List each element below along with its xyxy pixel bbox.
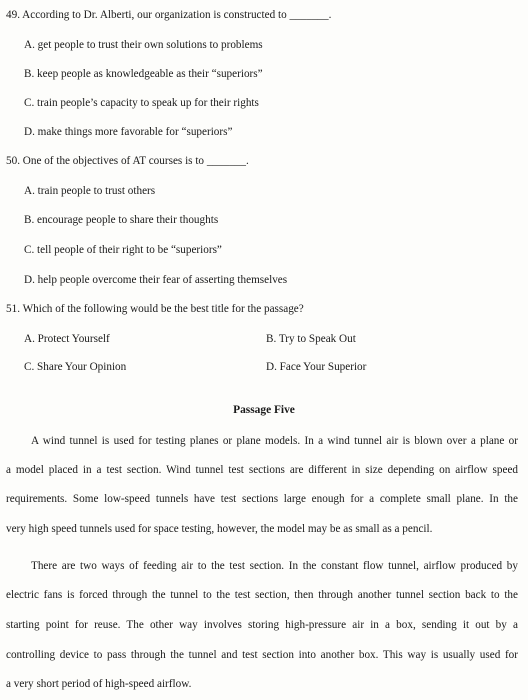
question-51-stem: 51. Which of the following would be the best title for the passage? — [6, 303, 304, 315]
question-49-option-d: D. make things more favorable for “superiors” — [24, 126, 233, 138]
passage-paragraph-1-line-1: A wind tunnel is used for testing planes or plane models. In a wind tunnel air is blown over a plane or — [31, 435, 518, 447]
question-50-option-c: C. tell people of their right to be “superiors” — [24, 244, 222, 256]
passage-paragraph-2-line-4: controlling device to pass through the tunnel and test section into another box. This way is usually used for — [6, 649, 518, 661]
question-49-stem: 49. According to Dr. Alberti, our organization is constructed to _______. — [6, 9, 332, 21]
passage-paragraph-1-line-3: requirements. Some low-speed tunnels have test sections large enough for a complete small plane. In the — [6, 493, 518, 505]
question-50-option-d: D. help people overcome their fear of asserting themselves — [24, 274, 288, 286]
passage-paragraph-1-line-4: very high speed tunnels used for space testing, however, the model may be as small as a pencil. — [6, 523, 433, 535]
question-50-option-a: A. train people to trust others — [24, 185, 156, 197]
passage-paragraph-2-line-5: a very short period of high-speed airflow. — [6, 678, 192, 690]
question-51-option-d: D. Face Your Superior — [266, 361, 367, 373]
passage-paragraph-1-line-2: a model placed in a test section. Wind tunnel test sections are different in size depending on airflow speed — [6, 464, 518, 476]
question-50-option-b: B. encourage people to share their thoughts — [24, 214, 219, 226]
passage-paragraph-2-line-1: There are two ways of feeding air to the test section. In the constant flow tunnel, airflow produced by — [31, 560, 518, 572]
question-50-stem: 50. One of the objectives of AT courses is to _______. — [6, 155, 249, 167]
question-49-option-c: C. train people’s capacity to speak up for their rights — [24, 97, 259, 109]
question-51-option-b: B. Try to Speak Out — [266, 333, 356, 345]
passage-paragraph-2-line-3: starting point for reuse. The other way involves storing high-pressure air in a box, sending it out by a — [6, 619, 518, 631]
question-49-option-b: B. keep people as knowledgeable as their “superiors” — [24, 68, 263, 80]
question-49-option-a: A. get people to trust their own solutions to problems — [24, 39, 263, 51]
passage-paragraph-2-line-2: electric fans is forced through the tunnel to the test section, then through another tunnel section back to the — [6, 589, 518, 601]
question-51-option-a: A. Protect Yourself — [24, 333, 110, 345]
passage-title: Passage Five — [233, 404, 295, 416]
question-51-option-c: C. Share Your Opinion — [24, 361, 127, 373]
